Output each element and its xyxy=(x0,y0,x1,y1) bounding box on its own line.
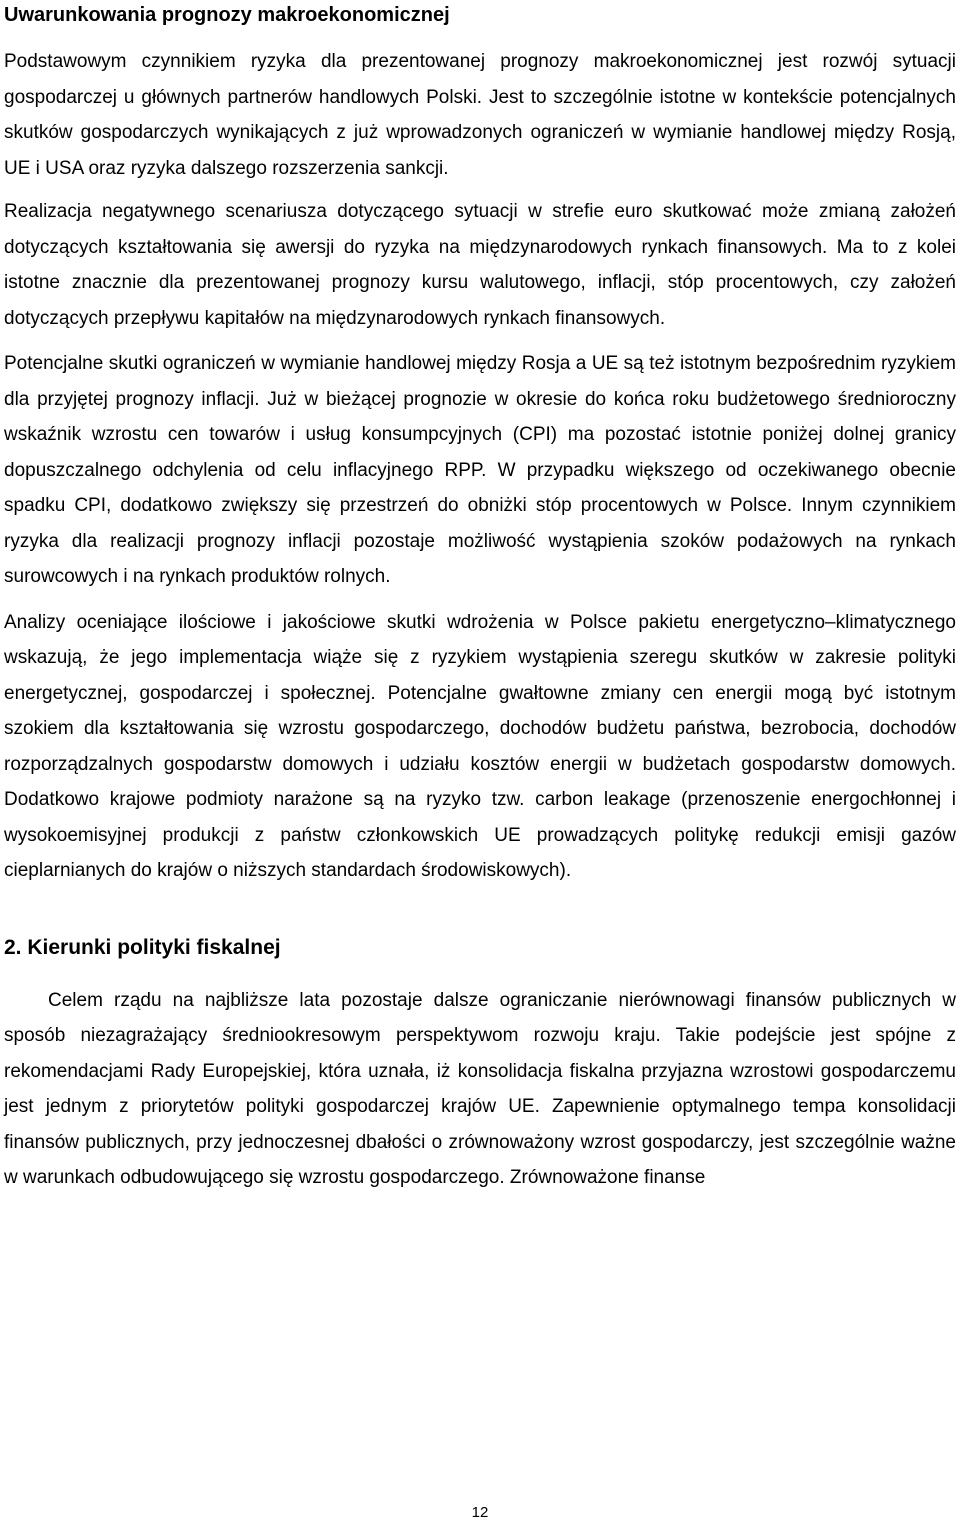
chapter-heading: 2. Kierunki polityki fiskalnej xyxy=(4,935,281,959)
paragraph-partners-risk: Podstawowym czynnikiem ryzyka dla prezentowanej prognozy makroekonomicznej jest rozwój sytuacji gospodarczej u głównych partnerów handlowych Polski. Jest to szczególnie istotne w kontekście potencjalnych skutków gospodarczych wynikających z już wprowadzonych ograniczeń w wymianie handlowej między Rosją, UE i USA oraz ryzyka dalszego rozszerzenia sankcji. xyxy=(4,51,956,179)
page-number: 12 xyxy=(471,1504,489,1521)
paragraph-fiscal-policy: Celem rządu na najbliższe lata pozostaje dalsze ograniczanie nierównowagi finansów publicznych w sposób niezagrażający średniookresowym perspektywom rozwoju kraju. Takie podejście jest spójne z rekomendacjami Rady Europejskiej, która uznała, iż konsolidacja fiskalna przyjazna wzrostowi gospodarczemu jest jednym z priorytetów polityki gospodarczej krajów UE. Zapewnienie optymalnego tempa konsolidacji finansów publicznych, przy jednoczesnej dbałości o zrównoważony wzrost gospodarczy, jest szczególnie ważne w warunkach odbudowującego się wzrostu gospodarczego. Zrównoważone finanse xyxy=(4,989,956,1188)
section-heading: Uwarunkowania prognozy makroekonomicznej xyxy=(4,4,450,26)
paragraph-euro-zone-scenario: Realizacja negatywnego scenariusza dotyczącego sytuacji w strefie euro skutkować może zmianą założeń dotyczących kształtowania się awersji do ryzyka na międzynarodowych rynkach finansowych. Ma to z kolei istotne znacznie dla prezentowanej prognozy kursu walutowego, inflacji, stóp procentowych, czy założeń dotyczących przepływu kapitałów na międzynarodowych rynkach finansowych. xyxy=(4,201,956,329)
paragraph-energy-climate-package: Analizy oceniające ilościowe i jakościowe skutki wdrożenia w Polsce pakietu energetyczno–klimatycznego wskazują, że jego implementacja wiąże się z ryzykiem wystąpienia szeregu skutków w zakresie polityki energetycznej, gospodarczej i społecznej. Potencjalne gwałtowne zmiany cen energii mogą być istotnym szokiem dla kształtowania się wzrostu gospodarczego, dochodów budżetu państwa, bezrobocia, dochodów rozporządzalnych gospodarstw domowych i udziału kosztów energii w budżetach gospodarstw domowych. Dodatkowo krajowe podmioty narażone są na ryzyko tzw. carbon leakage (przenoszenie energochłonnej i wysokoemisyjnej produkcji z państw członkowskich UE prowadzących politykę redukcji emisji gazów cieplarnianych do krajów o niższych standardach środowiskowych). xyxy=(4,611,956,881)
paragraph-inflation-risk: Potencjalne skutki ograniczeń w wymianie handlowej między Rosja a UE są też istotnym bezpośrednim ryzykiem dla przyjętej prognozy inflacji. Już w bieżącej prognozie w okresie do końca roku budżetowego średnioroczny wskaźnik wzrostu cen towarów i usług konsumpcyjnych (CPI) ma pozostać istotnie poniżej dolnej granicy dopuszczalnego odchylenia od celu inflacyjnego RPP. W przypadku większego od oczekiwanego obecnie spadku CPI, dodatkowo zwiększy się przestrzeń do obniżki stóp procentowych w Polsce. Innym czynnikiem ryzyka dla realizacji prognozy inflacji pozostaje możliwość wystąpienia szoków podażowych na rynkach surowcowych i na rynkach produktów rolnych. xyxy=(4,353,956,587)
document-page xyxy=(4,0,956,1196)
